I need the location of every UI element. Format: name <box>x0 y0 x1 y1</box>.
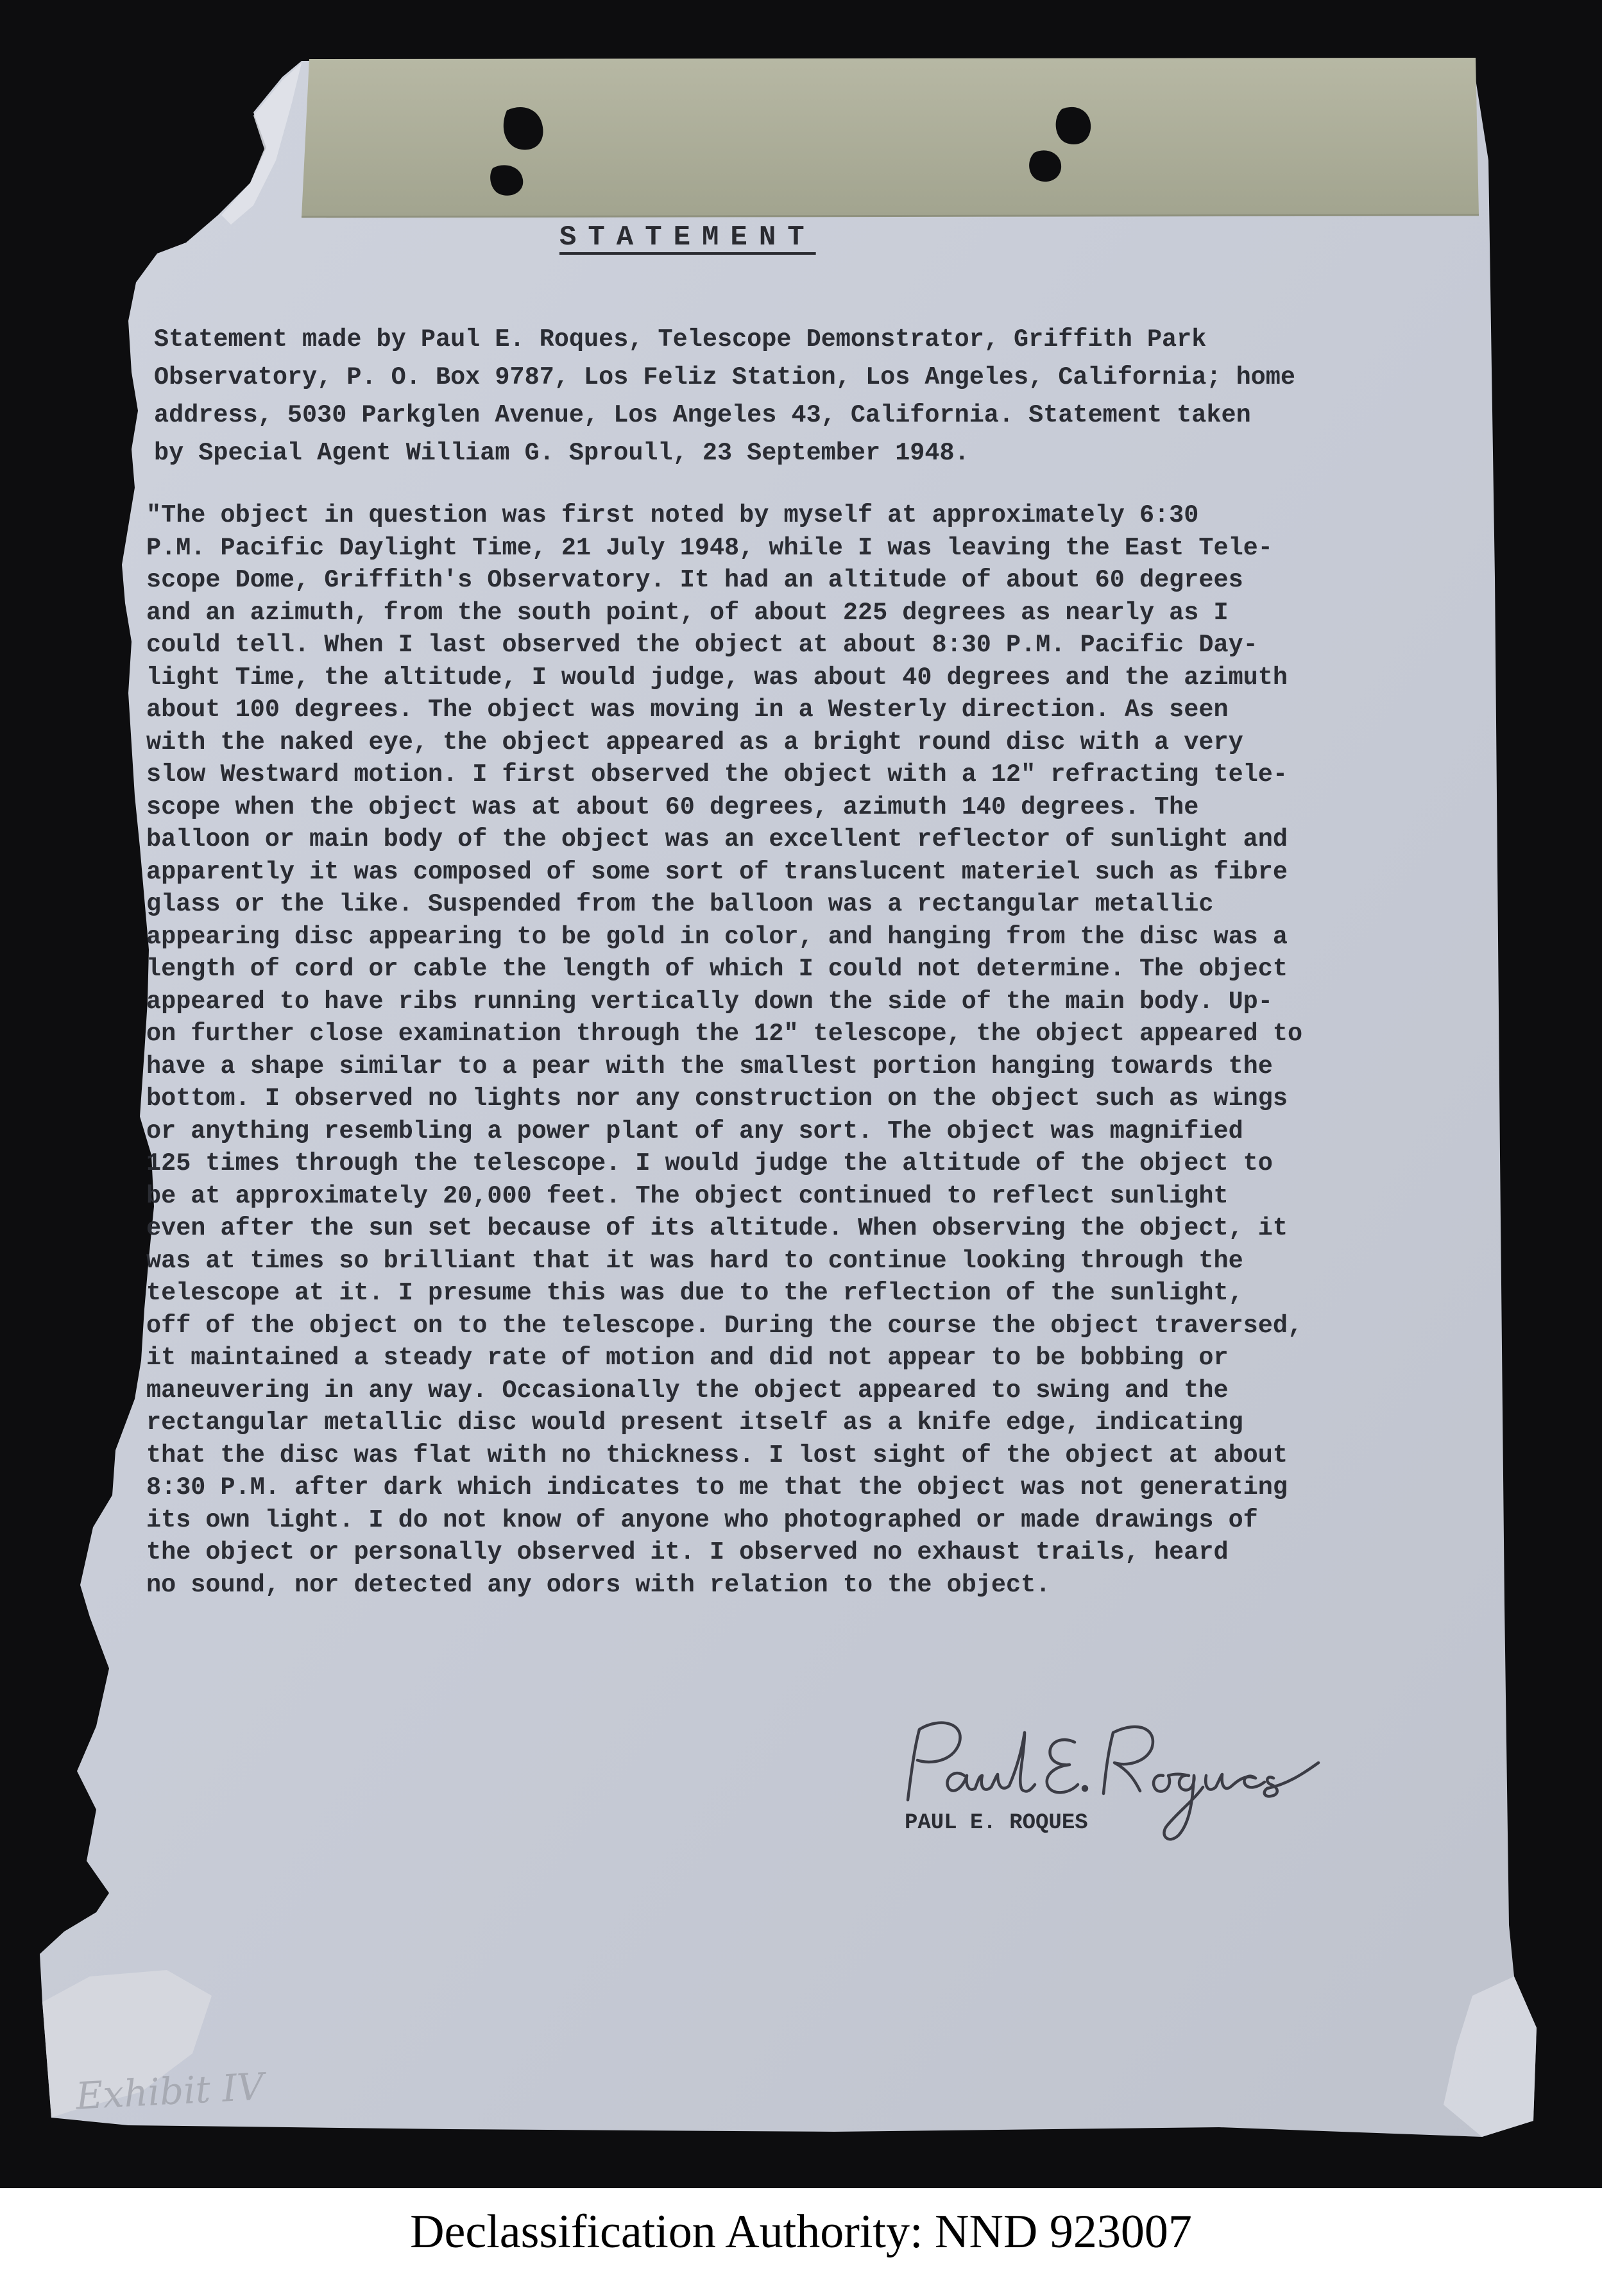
preamble-line: Statement made by Paul E. Roques, Telescope Demonstrator, Griffith Park <box>154 325 1207 354</box>
body-line: about 100 degrees. The object was moving in a Westerly direction. As seen <box>146 696 1229 724</box>
body-line: was at times so brilliant that it was hard to continue looking through the <box>146 1246 1243 1275</box>
body-line: scope when the object was at about 60 degrees, azimuth 140 degrees. The <box>146 792 1199 821</box>
typed-signature-name: PAUL E. ROQUES <box>905 1811 1088 1835</box>
punch-hole-right <box>1056 107 1091 144</box>
body-line: "The object in question was first noted by myself at approximately 6:30 <box>146 501 1199 529</box>
body-line: P.M. Pacific Daylight Time, 21 July 1948, while I was leaving the East Tele- <box>146 533 1273 562</box>
body-line: appeared to have ribs running vertically down the side of the main body. Up- <box>146 987 1273 1016</box>
body-line: with the naked eye, the object appeared as a bright round disc with a very <box>146 728 1243 757</box>
body-line: the object or personally observed it. I observed no exhaust trails, heard <box>146 1538 1229 1566</box>
preamble-line: Observatory, P. O. Box 9787, Los Feliz Station, Los Angeles, California; home <box>154 363 1295 391</box>
body-line: telescope at it. I presume this was due to the reflection of the sunlight, <box>146 1279 1243 1307</box>
statement-body <box>146 499 1302 1601</box>
document-title: STATEMENT <box>559 221 816 253</box>
body-line: off of the object on to the telescope. During the course the object traversed, <box>146 1311 1303 1340</box>
body-line: could tell. When I last observed the object at about 8:30 P.M. Pacific Day- <box>146 631 1258 659</box>
body-line: rectangular metallic disc would present itself as a knife edge, indicating <box>146 1409 1243 1437</box>
body-line: 125 times through the telescope. I would judge the altitude of the object to <box>146 1149 1273 1178</box>
body-line: or anything resembling a power plant of any sort. The object was magnified <box>146 1117 1243 1145</box>
preamble-line: by Special Agent William G. Sproull, 23 September 1948. <box>154 439 969 467</box>
margin-exhibit-note: Exhibit IV <box>74 2064 265 2118</box>
body-line: length of cord or cable the length of which I could not determine. The object <box>146 955 1288 983</box>
body-line: be at approximately 20,000 feet. The object continued to reflect sunlight <box>146 1181 1229 1210</box>
body-line: scope Dome, Griffith's Observatory. It had an altitude of about 60 degrees <box>146 566 1243 594</box>
body-line: light Time, the altitude, I would judge, was about 40 degrees and the azimuth <box>146 663 1288 692</box>
body-line: no sound, nor detected any odors with relation to the object. <box>146 1570 1051 1599</box>
tape-strip <box>302 58 1479 217</box>
body-line: on further close examination through the 12" telescope, the object appeared to <box>146 1020 1303 1048</box>
body-line: that the disc was flat with no thickness. I lost sight of the object at about <box>146 1441 1288 1469</box>
preamble-line: address, 5030 Parkglen Avenue, Los Angeles 43, California. Statement taken <box>154 401 1251 429</box>
body-line: its own light. I do not know of anyone who photographed or made drawings of <box>146 1505 1258 1534</box>
body-line: have a shape similar to a pear with the smallest portion hanging towards the <box>146 1052 1273 1081</box>
statement-preamble <box>154 321 1295 472</box>
body-line: apparently it was composed of some sort of translucent materiel such as fibre <box>146 857 1288 886</box>
body-line: and an azimuth, from the south point, of about 225 degrees as nearly as I <box>146 598 1229 627</box>
body-line: 8:30 P.M. after dark which indicates to me that the object was not generating <box>146 1473 1288 1502</box>
body-line: appearing disc appearing to be gold in color, and hanging from the disc was a <box>146 922 1288 951</box>
body-line: glass or the like. Suspended from the balloon was a rectangular metallic <box>146 890 1214 918</box>
body-line: maneuvering in any way. Occasionally the object appeared to swing and the <box>146 1376 1229 1405</box>
body-line: slow Westward motion. I first observed the object with a 12" refracting tele- <box>146 760 1288 789</box>
declassification-authority-footer: Declassification Authority: NND 923007 <box>410 2206 1192 2258</box>
body-line: bottom. I observed no lights nor any construction on the object such as wings <box>146 1084 1288 1113</box>
body-line: balloon or main body of the object was an excellent reflector of sunlight and <box>146 825 1288 853</box>
body-line: it maintained a steady rate of motion and did not appear to be bobbing or <box>146 1344 1229 1372</box>
body-line: even after the sun set because of its altitude. When observing the object, it <box>146 1214 1288 1242</box>
